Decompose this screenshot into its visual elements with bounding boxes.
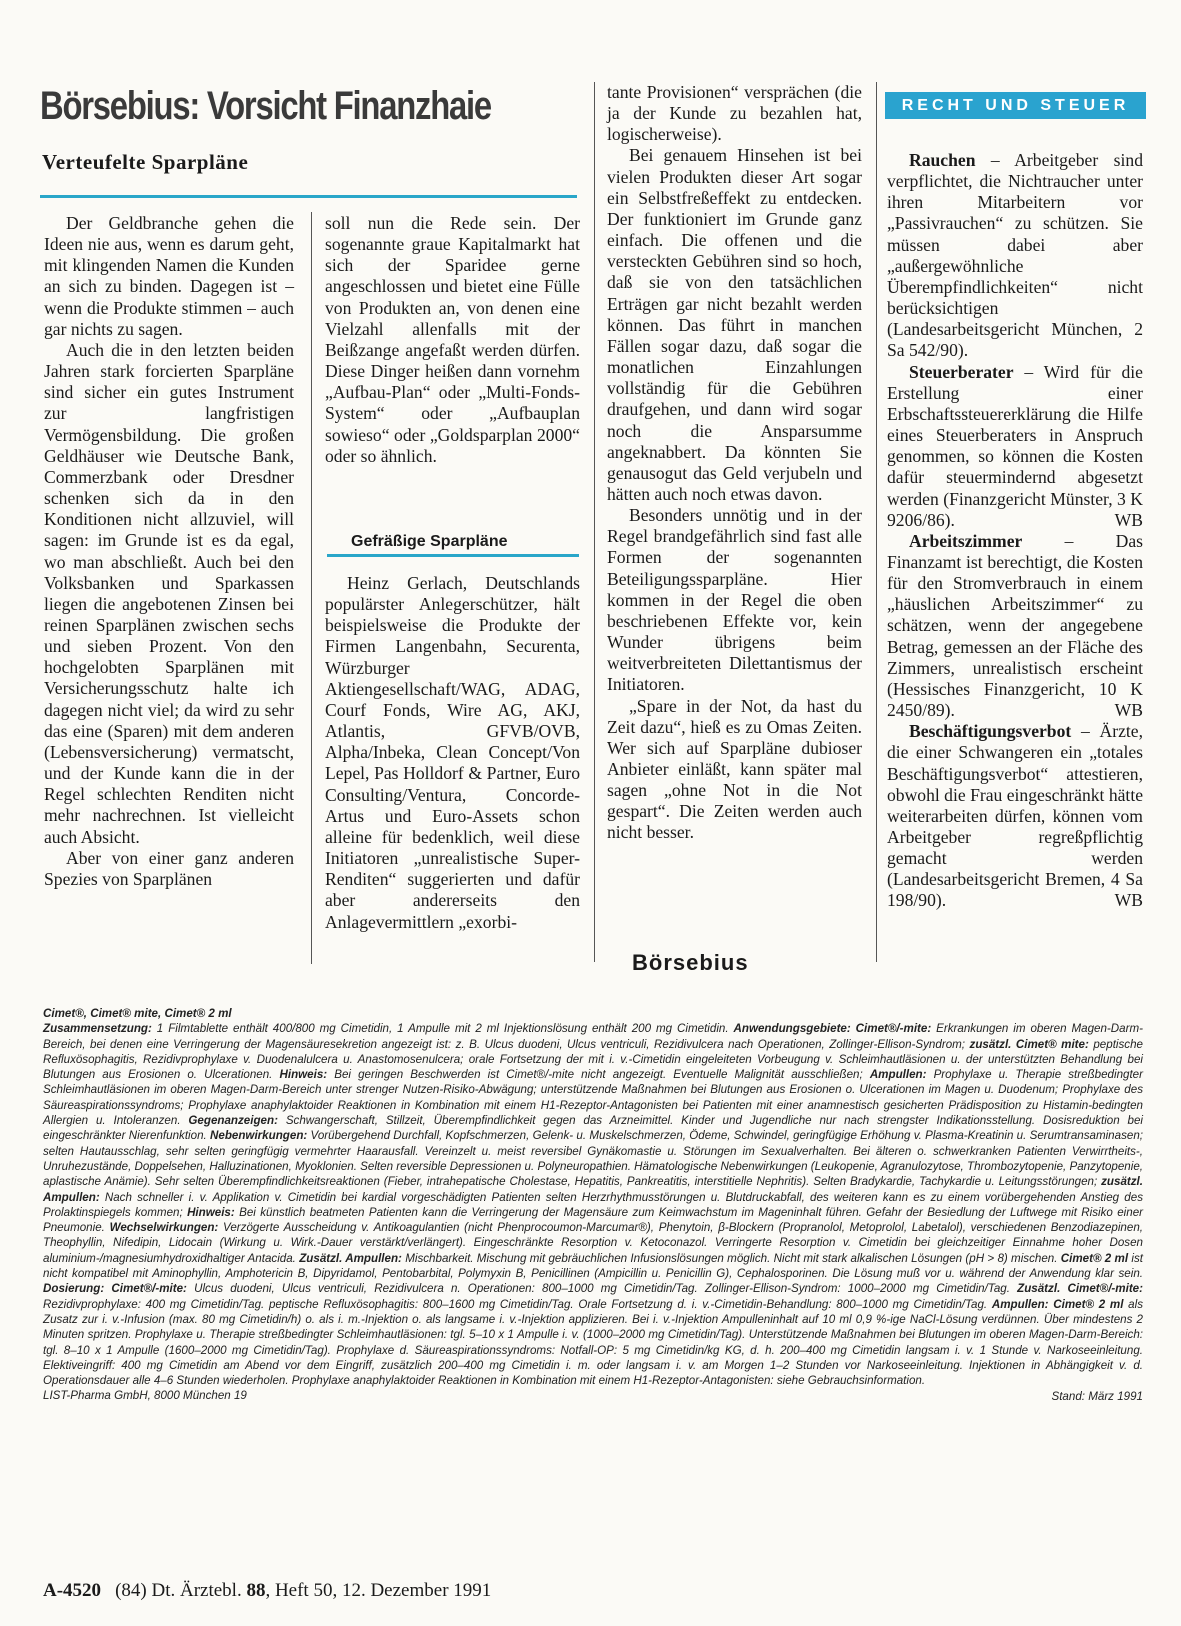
pharma-text: Prophylaxe u. Therapie streßbedingter Schleimhautläsionen im oberen Magen-Darm-Bereich unter strenger Nutzen-Risiko-Abwägung; unterstützende Maßnahmen bei Blutungen aus Erosionen o. Ulcerationen im Magen u. Duodenum; Prophylaxe des Säureaspirationssyndroms; Prophylaxe anaphylaktoider Reaktionen in Kombination mit einem H1-Rezeptor-Antagonisten bei Patienten mit einer anamnestisch gesicherten Prädisposition zu Histamin-bedingten Allergien u. Intoleranzen.	[43, 1068, 1143, 1128]
pharma-text: als Zusatz zur i. v.-Infusion (max. 80 mg Cimetidin/h) o. als i. m.-Injektion o. als langsame i. v.-Injektion applizieren. Bei i. v.-Injektion Ampulleninhalt auf 10 ml 0,9 %-ige NaCl-Lösung verdünnen. Über mindestens 2 Minuten spritzen. Prophylaxe u. Therapie streßbedingter Schleimhautläsionen: tgl. 5–10 x 1 Ampulle i. v. (1000–2000 mg Cimetidin/Tag). Unterstützende Maßnahmen bei Blutungen im oberen Magen-Darm-Bereich: tgl. 8–10 x 1 Ampulle (1600–2000 mg Cimetidin/Tag). Prophylaxe d. Säureaspirationssyndroms: Notfall-OP: 5 mg Cimetidin/kg KG, d. h. 200–400 mg Cimetidin langsam i. v. 1 Stunde v. Narkoseeinleitung. Elektiveingriff: 400 mg Cimetidin am Abend vor dem Eingriff, zusätzlich 200–400 mg Cimetidin i. m. oder langsam i. v. am Morgen 1–2 Stunden vor Narkoseeinleitung. Injektionen in Abhängigkeit v. d. Operationsdauer alle 4–6 Stunden wiederholen. Prophylaxe anaphylaktoider Reaktionen in Kombination mit einem H1-Rezeptor-Antagonisten: siehe Gebrauchsinformation.	[43, 1297, 1143, 1388]
article-headline: Börsebius: Vorsicht Finanzhaie	[40, 84, 491, 128]
item-sep: –	[1022, 530, 1116, 551]
pharma-label: Nebenwirkungen:	[210, 1129, 308, 1143]
column-divider-3	[876, 82, 877, 962]
paragraph: Bei genauem Hinsehen ist bei vielen Produkten dieser Art sogar ein Selbstfreßeffekt zu entdecken. Der funktioniert im Grunde ganz einfach. Die offenen und die versteckten Gebühren sind so hoch, daß sie von den tatsächlichen Erträgen gar nicht bezahlt werden können. Das führt in manchen Fällen sogar dazu, daß sogar die monatlichen Einzahlungen vollständig für die Gebühren draufgehen, und dann wird sogar noch die Ansparsumme angeknabbert. Da könnten Sie genausogut das Geld verjubeln und hätten auch noch etwas davon.	[607, 145, 862, 504]
pharma-label: zusätzl. Cimet® mite:	[969, 1037, 1089, 1051]
pharma-stand: Stand: März 1991	[1051, 1389, 1143, 1403]
pharma-label: Wechselwirkungen:	[109, 1221, 219, 1235]
article-column-2-lower	[325, 573, 580, 933]
item-sep: –	[1013, 361, 1044, 382]
pharma-company: LIST-Pharma GmbH, 8000 München 19	[43, 1389, 247, 1403]
article-column-2	[325, 213, 580, 467]
volume-number: 88	[246, 1580, 266, 1601]
item-sign: WB	[1114, 700, 1143, 721]
pharma-text: Bei künstlich beatmeten Patienten kann die Verringerung der Magensäure zum Keimwachstum im Mageninhalt führen. Gefahr der Besiedlung der Luftwege mit Risiko einer Pneumonie.	[43, 1205, 1144, 1235]
page-number: A-4520	[43, 1580, 102, 1601]
headline-rule	[40, 195, 577, 198]
pharma-label: Zusätzl. Ampullen:	[299, 1251, 402, 1265]
paragraph: Auch die in den letzten beiden Jahren stark forcierten Sparpläne sind sicher ein gutes Instrument zur langfristigen Vermögensbildung. Die großen Geldhäuser wie Deutsche Bank, Commerzbank oder Dresdner schenken sich da in den Konditionen nicht allzuviel, will sagen: im Grunde ist es da egal, wo man abschließt. Auch bei den Volksbanken und Sparkassen liegen die angebotenen Zinsen bei reinen Sparplänen zwischen sechs und sieben Prozent. Von den hochgelobten Sparplänen mit Versicherungsschutz halte ich dagegen nicht viel; da wird zu sehr das eine (Sparen) mit dem anderen (Lebensversicherung) vermatscht, und der Kunde kann die in der Regel schlechten Renditen nicht mehr nachrechnen. Ist vielleicht auch Absicht.	[44, 339, 294, 847]
rubric-banner: RECHT UND STEUER	[885, 92, 1146, 119]
item-sep: –	[1071, 721, 1100, 742]
paragraph: Besonders unnötig und in der Regel brandgefährlich sind fast alle Formen der sogenannten Beteiligungssparpläne. Hier kommen in der Regel die oben beschriebenen Effekte vor, kein Wunder übrigens beim weitverbreiteten Dilettantismus der Initiatoren.	[607, 505, 862, 695]
item-term: Beschäftigungsverbot	[909, 721, 1072, 742]
pharma-text: peptische Refluxösophagitis, Rezidivprophylaxe v. Duodenalulcera u. Anastomosenulcera; orale Fortsetzung der mit i. v.-Cimetidin eingeleiteten Vorbeugung v. Schleimhautläsionen u. der unterstützten Behandlung bei Blutungen aus Erosionen o. Ulcerationen.	[43, 1037, 1143, 1082]
sidebar-item-beschaeftigungsverbot	[887, 721, 1143, 911]
paragraph: tante Provisionen“ versprächen (die ja der Kunde zu bezahlen hat, logischerweise).	[607, 82, 862, 145]
author-signature: Börsebius	[632, 950, 749, 975]
column-divider-2	[594, 82, 595, 962]
subsection-title: Gefräßige Sparpläne	[351, 533, 508, 550]
pharma-label: Zusätzl. Cimet®/-mite:	[1017, 1282, 1143, 1296]
article-column-1	[44, 213, 294, 890]
citation-pre: (84) Dt. Ärztebl.	[115, 1580, 247, 1601]
pharma-label: Zusammensetzung:	[43, 1022, 152, 1036]
item-text: Wird für die Erstellung einer Erbschaftssteuererklärung die Hilfe eines Steuerberaters in Anspruch genommen, so können die Kosten dafür steuermindernd abgesetzt werden (Finanzgericht Münster, 3 K 9206/86).	[887, 361, 1143, 530]
column-divider-1	[311, 212, 312, 964]
sidebar-column	[887, 150, 1143, 912]
pharma-text: ist nicht kompatibel mit Aminophyllin, Amphotericin B, Dipyridamol, Pentobarbital, Polymyxin B, Penicillinen (Ampicillin u. Penicillin G), Cephalosporinen. Die Lösung muß vor u. während der Anwendung klar sein.	[43, 1251, 1143, 1281]
item-text: Das Finanzamt ist berechtigt, die Kosten für den Stromverbrauch in einem „häuslichen Arbeitszimmer“ zu schätzen, wenn der angegebene Betrag, gemessen an der Fläche des Zimmers, unrealistisch erscheint (Hessisches Finanzgericht, 10 K 2450/89).	[887, 530, 1143, 721]
pharma-label: Anwendungsgebiete: Cimet®/-mite:	[733, 1022, 932, 1036]
pharma-text: Rezidivprophylaxe: 400 mg Cimetidin/Tag. peptische Refluxösophagitis: 800–1600 mg Cimetidin/Tag. Orale Fortsetzung d. i. v.-Cimetidin-Behandlung: 800–1000 mg Cimetidin/Tag.	[43, 1297, 992, 1311]
page-footer	[43, 1580, 491, 1602]
paragraph: Der Geldbranche gehen die Ideen nie aus, wenn es darum geht, mit klingenden Namen die Kunden an sich zu binden. Dagegen ist – wenn die Produkte stimmen – auch gar nichts zu sagen.	[44, 213, 294, 339]
pharma-label: Hinweis:	[279, 1068, 328, 1082]
pharma-label: zusätzl. Ampullen:	[43, 1175, 1143, 1204]
citation-post: , Heft 50, 12. Dezember 1991	[265, 1580, 492, 1601]
item-text: Ärzte, die einer Schwangeren ein „totales Beschäftigungsverbot“ attestieren, obwohl die Frau eingeschränkt hätte weiterarbeiten dürfen, können vom Arbeitgeber regreßpflichtig gemacht werden (Landesarbeitsgericht Bremen, 4 Sa 198/90).	[887, 721, 1144, 911]
article-column-3	[607, 82, 862, 844]
pharma-text: Nach schneller i. v. Applikation v. Cimetidin bei kardial vorgeschädigten Patienten selten Herzrhythmusstörungen u. Blutdruckabfall, des weiteren kann es zu einem vorübergehenden Anstieg des Prolaktinspiegels kommen;	[43, 1190, 1143, 1219]
paragraph: soll nun die Rede sein. Der sogenannte graue Kapitalmarkt hat sich der Sparidee gerne angeschlossen und bietet eine Fülle von Produkten an, von denen eine Vielzahl allenfalls mit der Beißzange angefaßt werden dürfen. Diese Dinger heißen dann vornehm „Aufbau-Plan“ oder „Multi-Fonds-System“ oder „Aufbauplan sowieso“ oder „Goldsparplan 2000“ oder so ähnlich.	[325, 213, 580, 466]
pharma-text: 1 Filmtablette enthält 400/800 mg Cimetidin, 1 Ampulle mit 2 ml Injektionslösung enthält 200 mg Cimetidin.	[151, 1022, 734, 1036]
item-sep: –	[975, 150, 1015, 170]
paragraph: „Spare in der Not, da hast du Zeit dazu“, hieß es zu Omas Zeiten. Wer sich auf Sparpläne dubioser Anbieter einläßt, kann später mal sagen „ohne Not in die Not gespart“. Die Zeiten werden auch nicht besser.	[607, 695, 862, 843]
pharma-text: Ulcus duodeni, Ulcus ventriculi, Rezidivulcera n. Operationen: 800–1000 mg Cimetidin/Tag. Zollinger-Ellison-Syndrom: 1000–2000 mg Cimetidin/Tag.	[186, 1282, 1018, 1296]
pharma-label: Ampullen: Cimet® 2 ml	[991, 1297, 1124, 1311]
pharma-label: Gegenanzeigen:	[188, 1114, 278, 1128]
item-term: Arbeitszimmer	[909, 530, 1023, 551]
subsection-rule	[327, 554, 579, 557]
sidebar-item-rauchen	[887, 150, 1143, 362]
article-subheadline: Verteufelte Sparpläne	[42, 150, 249, 174]
pharma-text: Vorübergehend Durchfall, Kopfschmerzen, Gelenk- u. Muskelschmerzen, Ödeme, Schwindel, geringfügige Erhöhung v. Plasma-Kreatinin u. Serumtransaminasen; selten Hautausschlag, sehr selten geringfügig vermehrter Haarausfall. Vereinzelt u. meist reversibel Gynäkomastie u. Störungen im Sexualverhalten. Bei älteren o. schwerkranken Patienten Verwirrtheits-, Unruhezustände, Doppelsehen, Halluzinationen, Myoklonien. Selten reversible Depressionen u. Polyneuropathien. Hämatologische Nebenwirkungen (Leukopenie, Agranulozytose, Thrombozytopenie, Panzytopenie, aplastische Anämie). Sehr selten Überempfindlichkeitsreaktionen (Fieber, intrahepatische Cholestase, Hepatitis, Pankreatitis, interstitielle Nephritis). Selten Bradykardie, Tachykardie u. Leitungsstörungen;	[43, 1129, 1143, 1189]
item-term: Steuerberater	[909, 361, 1014, 382]
pharma-body	[43, 1022, 1143, 1387]
pharma-title: Cimet®, Cimet® mite, Cimet® 2 ml	[43, 1007, 232, 1020]
pharma-text: Erkrankungen im oberen Magen-Darm-Bereich, bei denen eine Verringerung der Magensäuresekretion angezeigt ist: z. B. Ulcus duodeni, Ulcus ventriculi, Rezidivulcera nach Operationen, Zollinger-Ellison-Syndrom;	[43, 1022, 1143, 1051]
paragraph: Aber von einer ganz anderen Spezies von Sparplänen	[44, 847, 294, 889]
pharma-text: Schwangerschaft, Stillzeit, Überempfindlichkeit gegen das Arzneimittel. Kinder und Jugendliche nur nach strengster Indikationsstellung. Dosisreduktion bei eingeschränkter Nierenfunktion.	[43, 1114, 1143, 1143]
sidebar-item-steuerberater	[887, 362, 1143, 531]
item-text: Arbeitgeber sind verpflichtet, die Nichtraucher unter ihren Mitarbeitern vor „Passivrauchen“ zu schützen. Sie müssen dabei aber „außergewöhnliche Überempfindlichkeiten“ nicht berücksichtigen (Landesarbeitsgericht München, 2 Sa 542/90).	[887, 150, 1143, 361]
pharma-label: Dosierung: Cimet®/-mite:	[43, 1282, 187, 1296]
paragraph: Heinz Gerlach, Deutschlands populärster Anlegerschützer, hält beispielsweise die Produkte der Firmen Langenbahn, Securenta, Würzburger Aktiengesellschaft/WAG, ADAG, Courf Fonds, Wire AG, AKJ, Atlantis, GFVB/OVB, Alpha/Inbeka, Clean Concept/Von Lepel, Pas Holldorf & Partner, Euro Consulting/Ventura, Concorde-Artus und Euro-Assets schon alleine für bedenklich, weil diese Initiatoren „unrealistische Super-Renditen“ suggerierten und dafür aber andererseits den Anlagevermittlern „exorbi-	[325, 573, 580, 932]
pharma-label: Cimet® 2 ml	[1060, 1251, 1129, 1265]
pharma-label: Hinweis:	[187, 1205, 235, 1219]
pharma-text: Mischbarkeit. Mischung mit gebräuchlichen Infusionslösungen möglich. Nicht mit stark alkalischen Lösungen (pH > 8) mischen.	[401, 1251, 1061, 1265]
item-sign: WB	[1114, 509, 1143, 530]
pharma-text: Bei geringen Beschwerden ist Cimet®/-mite nicht angezeigt. Eventuelle Malignität ausschließen;	[327, 1068, 870, 1082]
item-sign: WB	[1114, 890, 1143, 911]
item-term: Rauchen	[909, 150, 976, 170]
pharma-label: Ampullen:	[869, 1068, 927, 1082]
pharma-text: Verzögerte Ausscheidung v. Antikoagulantien (nicht Phenprocoumon-Marcumar®), Phenytoin, β-Blockern (Propranolol, Metoprolol, Labetalol), verschiedenen Benzodiazepinen, Theophyllin, Nifedipin, Lidocain (Wirkung u. Wirk.-Dauer verstärkt/verlängert). Eingeschränkte Resorption v. Ketoconazol. Verringerte Resorption v. Cimetidin bei gleichzeitiger Einnahme hoher Dosen aluminium-/magnesiumhydroxidhaltiger Antacida.	[43, 1221, 1143, 1265]
pharma-ad-text	[43, 1006, 1143, 1404]
sidebar-item-arbeitszimmer	[887, 531, 1143, 721]
